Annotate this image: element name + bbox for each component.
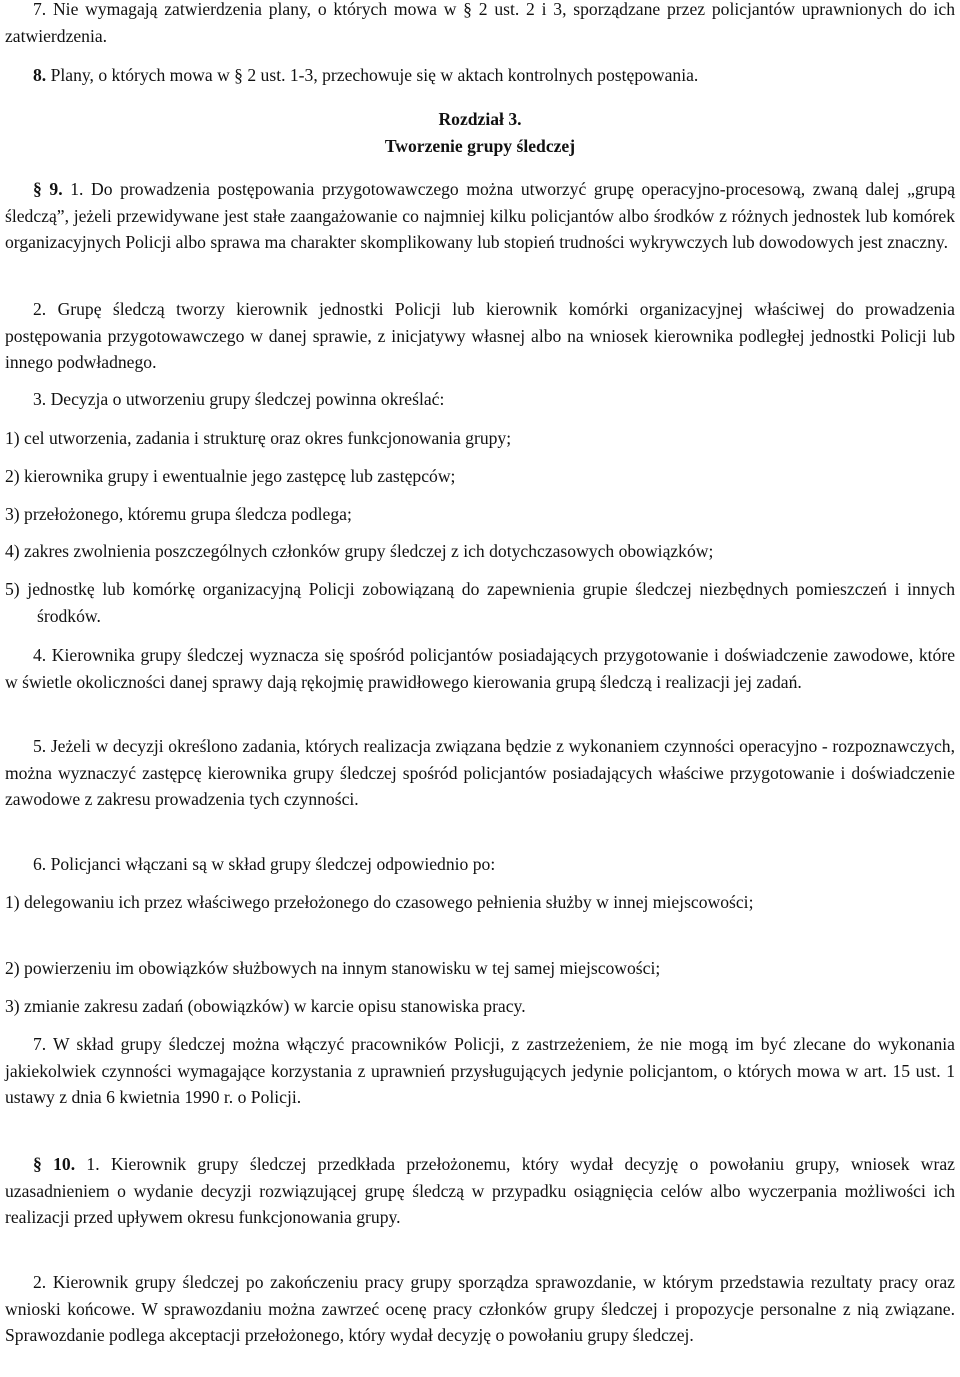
chapter-subtitle: Tworzenie grupy śledczej [384, 136, 576, 156]
section-9-paragraph-4: 4. Kierownika grupy śledczej wyznacza się spośród policjantów posiadających przygotowanie i doświadczenie zawodowe, które w świetle okoliczności danej sprawy dają rękojmię prawidłowego kierowania grupą śledczą i realizacji jej zadań. [5, 645, 955, 692]
section-9-paragraph-1 [5, 176, 955, 256]
paragraph-p8 [5, 62, 955, 89]
section-label: § 10. [33, 1154, 76, 1174]
paragraph-text: 1. Kierownik grupy śledczej przedkłada przełożonemu, który wydał decyzję o powołaniu grupy, wniosek wraz uzasadnieniem o wydanie decyzji rozwiązującej grupę śledczą w przypadku osiągnięcia celów albo wyczerpania możliwości ich realizacji przed upływem okresu funkcjonowania grupy. [5, 1154, 955, 1227]
chapter-title: Rozdział 3. [438, 109, 522, 129]
list-item: 1) delegowaniu ich przez właściwego przełożonego do czasowego pełnienia służby w innej miejscowości; [5, 892, 754, 912]
section-label: § 9. [33, 179, 63, 199]
list-item: 3) zmianie zakresu zadań (obowiązków) w karcie opisu stanowiska pracy. [5, 996, 526, 1016]
section-10-paragraph-2: 2. Kierownik grupy śledczej po zakończeniu pracy grupy sporządza sprawozdanie, w którym przedstawia rezultaty pracy oraz wnioski końcowe. W sprawozdaniu można zawrzeć ocenę pracy członków grupy śledczej i propozycje personalne z nią związane. Sprawozdanie podlega akceptacji przełożonego, który wydał decyzję o powołaniu grupy śledczej. [5, 1272, 955, 1345]
paragraph-text: 7. Nie wymagają zatwierdzenia plany, o których mowa w § 2 ust. 2 i 3, sporządzane przez policjantów uprawnionych do ich zatwierdzenia. [5, 0, 955, 46]
list-item: 1) cel utworzenia, zadania i strukturę oraz okres funkcjonowania grupy; [5, 428, 512, 448]
paragraph-p7 [5, 0, 955, 49]
list-item: 5) jednostkę lub komórkę organizacyjną Policji zobowiązaną do zapewnienia grupie śledczej niezbędnych pomieszczeń i innych środków. [5, 579, 955, 626]
section-9-paragraph-7: 7. W skład grupy śledczej można włączyć pracowników Policji, z zastrzeżeniem, że nie mogą im być zlecane do wykonania jakiekolwiek czynności wymagające korzystania z uprawnień przysługujących jedynie policjantom, o których mowa w art. 15 ust. 1 ustawy z dnia 6 kwietnia 1990 r. o Policji. [5, 1034, 955, 1107]
list-item: 2) kierownika grupy i ewentualnie jego zastępcę lub zastępców; [5, 466, 456, 486]
section-9-paragraph-6: 6. Policjanci włączani są w skład grupy śledczej odpowiednio po: [33, 854, 496, 874]
section-9-paragraph-5: 5. Jeżeli w decyzji określono zadania, których realizacja związana będzie z wykonaniem czynności operacyjno - rozpoznawczych, można wyznaczyć zastępcę kierownika grupy śledczej spośród policjantów posiadających właściwe przygotowanie i doświadczenie zawodowe z zakresu prowadzenia tych czynności. [5, 736, 955, 809]
list-item: 3) przełożonego, któremu grupa śledcza podlega; [5, 504, 352, 524]
section-9-paragraph-3: 3. Decyzja o utworzeniu grupy śledczej powinna określać: [33, 389, 445, 409]
paragraph-number: 8. [33, 65, 47, 85]
section-10-paragraph-1 [5, 1151, 955, 1231]
list-item: 2) powierzeniu im obowiązków służbowych na innym stanowisku w tej samej miejscowości; [5, 958, 661, 978]
section-9-paragraph-2: 2. Grupę śledczą tworzy kierownik jednostki Policji lub kierownik komórki organizacyjnej właściwej do prowadzenia postępowania przygotowawczego w danej sprawie, z inicjatywy własnej albo na wniosek kierownika podległej jednostki Policji lub innego podwładnego. [5, 299, 955, 372]
paragraph-text: 1. Do prowadzenia postępowania przygotowawczego można utworzyć grupę operacyjno-procesową, zwaną dalej „grupą śledczą”, jeżeli przewidywane jest stałe zaangażowanie co najmniej kilku policjantów albo środków z różnych jednostek lub komórek organizacyjnych Policji albo sprawa ma charakter skomplikowany lub stopień trudności wykrywczych lub dowodowych jest znaczny. [5, 179, 955, 252]
list-item: 4) zakres zwolnienia poszczególnych członków grupy śledczej z ich dotychczasowych obowiązków; [5, 541, 714, 561]
paragraph-text: Plany, o których mowa w § 2 ust. 1-3, przechowuje się w aktach kontrolnych postępowania. [46, 65, 699, 85]
